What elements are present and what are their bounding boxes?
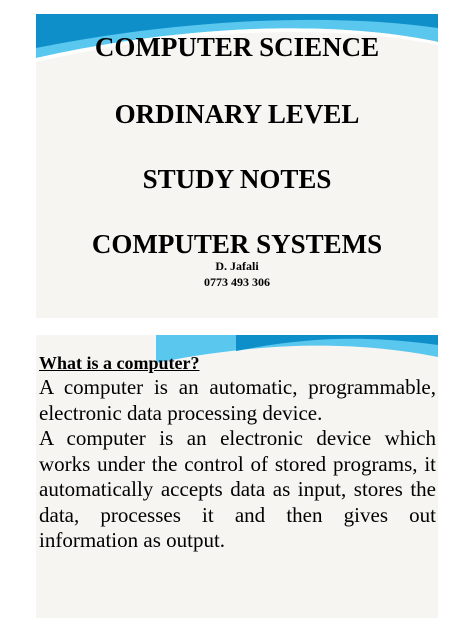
course-title: COMPUTER SCIENCE bbox=[94, 32, 380, 62]
author-name: D. Jafali bbox=[215, 259, 259, 273]
title-slide bbox=[36, 14, 438, 318]
definition-paragraph: A computer is an electronic device which works under the control of stored programs, it automatically accepts data as input, stores the data, processes it and then gives out information as output. bbox=[39, 426, 436, 552]
author-phone: 0773 493 306 bbox=[204, 275, 270, 289]
topic-title: COMPUTER SYSTEMS bbox=[91, 229, 383, 259]
definition-paragraph: A computer is an automatic, programmable, electronic data processing device. bbox=[39, 375, 436, 425]
definition-text bbox=[39, 375, 436, 554]
content-slide bbox=[36, 335, 438, 618]
notes-title: STUDY NOTES bbox=[142, 164, 332, 194]
level-title: ORDINARY LEVEL bbox=[114, 99, 360, 129]
section-heading: What is a computer? bbox=[39, 353, 200, 373]
